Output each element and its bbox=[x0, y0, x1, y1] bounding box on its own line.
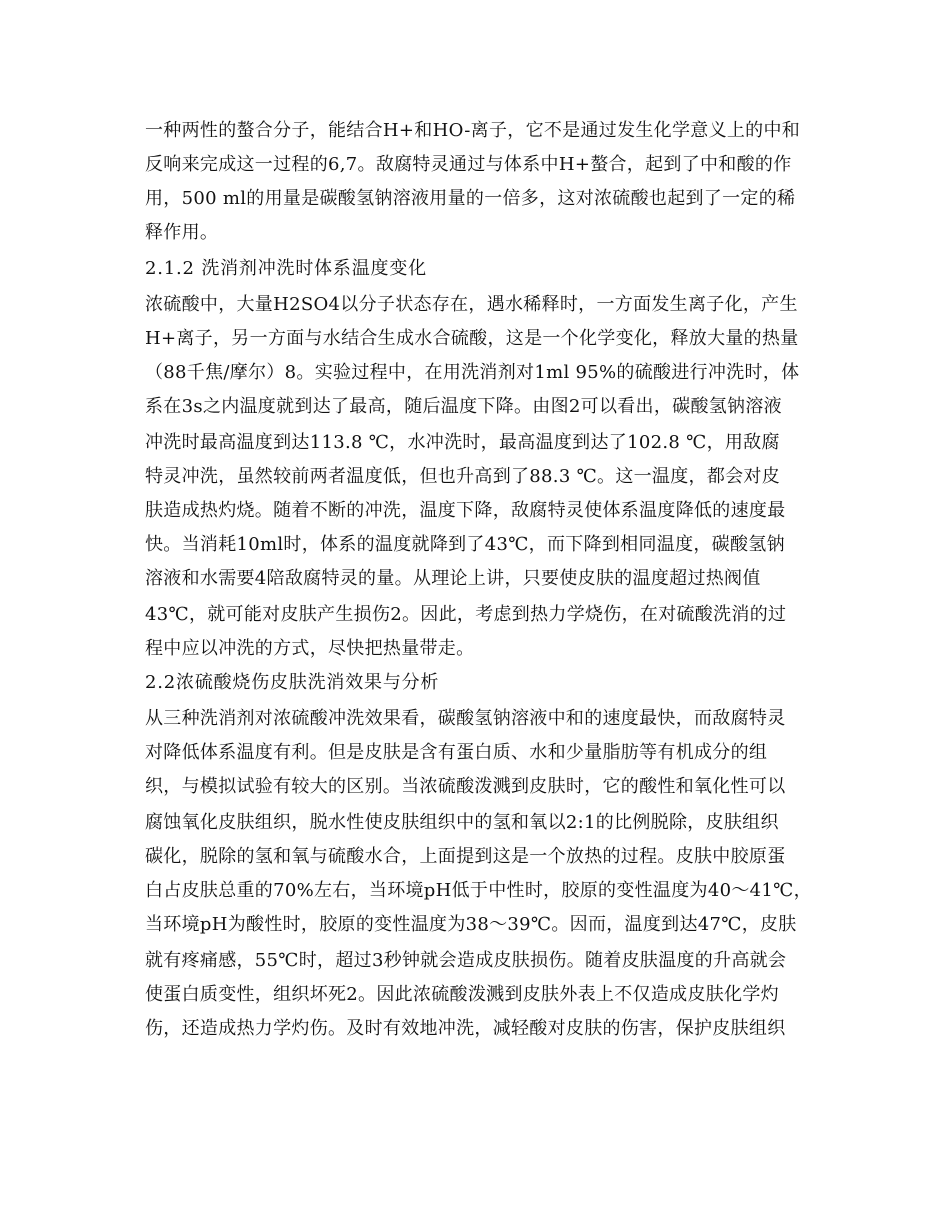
body-text-line: 系在3s之内温度就到达了最高，随后温度下降。由图2可以看出，碳酸氢钠溶液 bbox=[145, 396, 782, 417]
body-text-line: 程中应以冲洗的方式，尽快把热量带走。 bbox=[145, 638, 475, 659]
body-text-line: 织，与模拟试验有较大的区别。当浓硫酸泼溅到皮肤时，它的酸性和氧化性可以 bbox=[145, 776, 786, 797]
body-text-line: （88千焦/摩尔）8。实验过程中，在用洗消剂对1ml 95%的硫酸进行冲洗时，体 bbox=[145, 362, 800, 383]
body-text-line: 一种两性的螯合分子，能结合H+和HO-离子，它不是通过发生化学意义上的中和 bbox=[145, 120, 801, 141]
body-text-line: 当环境pH为酸性时，胶原的变性温度为38～39℃。因而，温度到达47℃，皮肤 bbox=[145, 914, 797, 935]
body-text-line: 碳化，脱除的氢和氧与硫酸水合，上面提到这是一个放热的过程。皮肤中胶原蛋 bbox=[145, 846, 786, 867]
body-text-line: 用，500 ml的用量是碳酸氢钠溶液用量的一倍多，这对浓硫酸也起到了一定的稀 bbox=[145, 188, 796, 209]
body-text-line: 肤造成热灼烧。随着不断的冲洗，温度下降，敌腐特灵使体系温度降低的速度最 bbox=[145, 500, 786, 521]
body-text-line: 释作用。 bbox=[145, 222, 219, 243]
body-text-line: 浓硫酸中，大量H2SO4以分子状态存在，遇水稀释时，一方面发生离子化，产生 bbox=[145, 294, 798, 315]
body-text-line: 特灵冲洗，虽然较前两者温度低，但也升高到了88.3 ℃。这一温度，都会对皮 bbox=[145, 466, 781, 487]
body-text-line: 43℃，就可能对皮肤产生损伤2。因此，考虑到热力学烧伤，在对硫酸洗消的过 bbox=[145, 604, 787, 625]
body-text-line: 溶液和水需要4陪敌腐特灵的量。从理论上讲，只要使皮肤的温度超过热阀值 bbox=[145, 568, 761, 589]
body-text-line: 反响来完成这一过程的6,7。敌腐特灵通过与体系中H+螯合，起到了中和酸的作 bbox=[145, 154, 792, 175]
body-text-line: 腐蚀氧化皮肤组织，脱水性使皮肤组织中的氢和氧以2:1的比例脱除，皮肤组织 bbox=[145, 812, 779, 833]
section-heading: 2.1.2 洗消剂冲洗时体系温度变化 bbox=[145, 258, 427, 279]
section-heading: 2.2浓硫酸烧伤皮肤洗消效果与分析 bbox=[145, 672, 440, 693]
body-text-line: H+离子，另一方面与水结合生成水合硫酸，这是一个化学变化，释放大量的热量 bbox=[145, 328, 799, 349]
body-text-line: 对降低体系温度有利。但是皮肤是含有蛋白质、水和少量脂肪等有机成分的组 bbox=[145, 742, 768, 763]
body-text-line: 从三种洗消剂对浓硫酸冲洗效果看，碳酸氢钠溶液中和的速度最快，而敌腐特灵 bbox=[145, 708, 786, 729]
body-text-line: 伤，还造成热力学灼伤。及时有效地冲洗，减轻酸对皮肤的伤害，保护皮肤组织 bbox=[145, 1018, 786, 1039]
body-text-line: 快。当消耗10ml时，体系的温度就降到了43℃，而下降到相同温度，碳酸氢钠 bbox=[145, 534, 785, 555]
body-text-line: 使蛋白质变性，组织坏死2。因此浓硫酸泼溅到皮肤外表上不仅造成皮肤化学灼 bbox=[145, 984, 779, 1005]
body-text-line: 冲洗时最高温度到达113.8 ℃，水冲洗时，最高温度到达了102.8 ℃，用敌腐 bbox=[145, 432, 780, 453]
body-text-line: 白占皮肤总重的70%左右，当环境pH低于中性时，胶原的变性温度为40～41℃， bbox=[145, 880, 812, 901]
body-text-line: 就有疼痛感，55℃时，超过3秒钟就会造成皮肤损伤。随着皮肤温度的升高就会 bbox=[145, 950, 787, 971]
